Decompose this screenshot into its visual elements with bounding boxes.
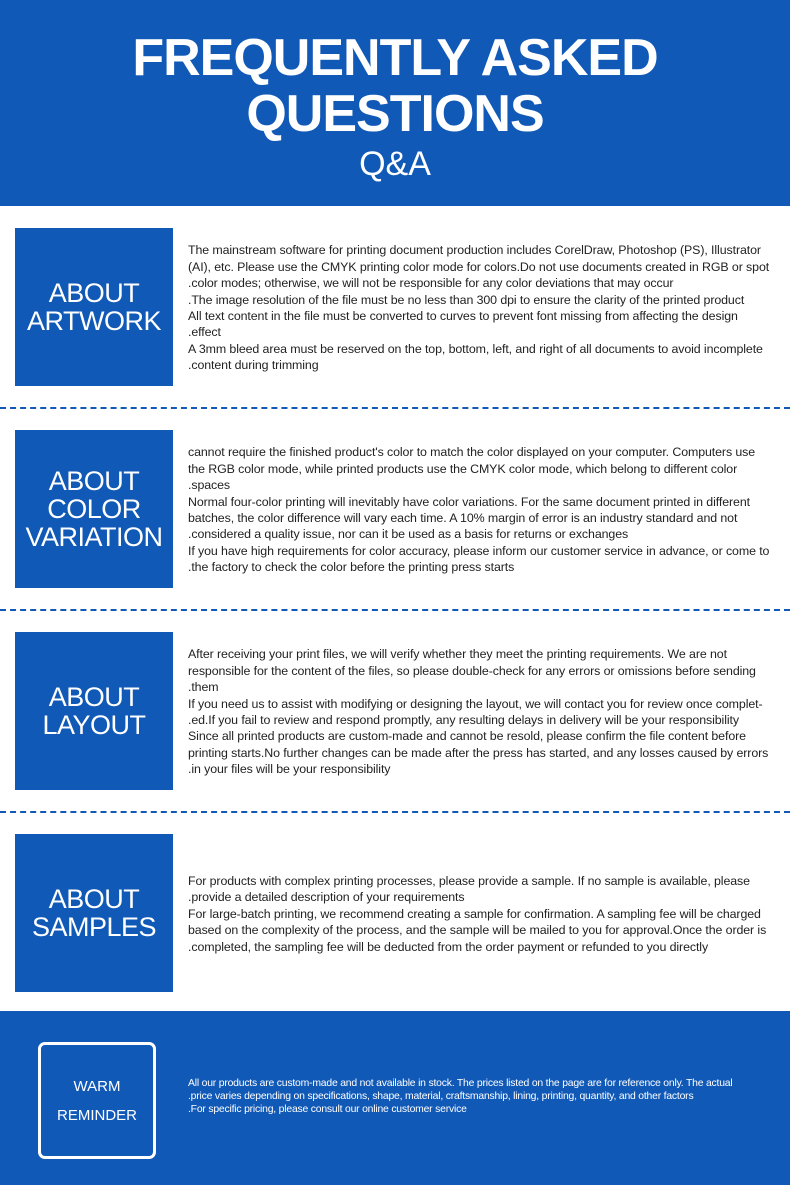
section-label-line: ABOUT xyxy=(48,466,140,496)
warm-reminder-banner xyxy=(0,1011,790,1185)
body-line: .content during trimming xyxy=(188,358,319,373)
section-label-line: ARTWORK xyxy=(26,306,161,336)
body-line: All text content in the file must be converted to curves to prevent font missing from affecting the design xyxy=(188,309,738,323)
faq-section-samples xyxy=(0,834,790,994)
body-line: .color modes; otherwise, we will not be responsible for any color deviations that may occur xyxy=(188,276,674,291)
header-banner xyxy=(0,0,790,206)
page-title xyxy=(0,0,790,142)
reminder-line: .price varies depending on specifications, shape, material, craftsmanship, lining, printing, quantity, and other factors xyxy=(188,1091,694,1102)
section-label-line: LAYOUT xyxy=(42,710,146,740)
body-line: For products with complex printing processes, please provide a sample. If no sample is available, please xyxy=(188,873,750,888)
body-line: cannot require the finished product's color to match the color displayed on your computer. Computers use xyxy=(188,445,756,460)
body-line: .in your files will be your responsibility xyxy=(188,762,391,777)
section-body xyxy=(188,430,776,590)
body-line: the RGB color mode, while printed products use the CMYK color mode, which belong to different color xyxy=(188,461,738,476)
section-label-box xyxy=(15,632,173,790)
body-line: .the factory to check the color before the printing press starts xyxy=(188,560,515,575)
section-label-box xyxy=(15,834,173,992)
section-body xyxy=(188,632,776,792)
body-line: responsible for the content of the files, so please double-check for any errors or omissions before sending xyxy=(188,663,756,678)
section-label-line: ABOUT xyxy=(48,278,140,308)
body-line: .them xyxy=(188,680,219,695)
body-line: A 3mm bleed area must be reserved on the top, bottom, left, and right of all documents to avoid incomplete xyxy=(188,341,763,356)
body-line: The mainstream software for printing document production includes CorelDraw, Photoshop (PS), Illustrator xyxy=(188,243,761,258)
faq-section-layout xyxy=(0,632,790,792)
body-line: For large-batch printing, we recommend creating a sample for confirmation. A sampling fee will be charged xyxy=(188,906,761,921)
section-body xyxy=(188,834,776,994)
body-line: .provide a detailed description of your requirements xyxy=(188,890,465,905)
body-line: .effect xyxy=(188,325,221,340)
faq-section-artwork xyxy=(0,228,790,388)
section-label-box xyxy=(15,430,173,588)
body-line: Normal four-color printing will inevitably have color variations. For the same document printed in different xyxy=(188,494,750,509)
title-line: QUESTIONS xyxy=(246,85,544,143)
body-line: .spaces xyxy=(188,478,231,493)
section-label-box xyxy=(15,228,173,386)
section-label-line: VARIATION xyxy=(25,522,163,552)
reminder-text xyxy=(188,1077,776,1116)
section-label-line: ABOUT xyxy=(48,884,140,914)
reminder-label-box xyxy=(38,1042,156,1159)
title-line: FREQUENTLY ASKED xyxy=(132,29,658,87)
body-line: based on the complexity of the process, and the sample will be mailed to you for approval.Once the order is xyxy=(188,923,767,938)
body-line: If you need us to assist with modifying or designing the layout, we will contact you for review once complet- xyxy=(188,696,763,711)
body-line: If you have high requirements for color accuracy, please inform our customer service in advance, or come to xyxy=(188,543,770,558)
body-line: (AI), etc. Please use the CMYK printing color mode for colors.Do not use documents created in RGB or spot xyxy=(188,259,770,274)
reminder-label-line: REMINDER xyxy=(56,1106,137,1124)
body-line: printing starts.No further changes can be made after the press has started, and any losses caused by errors xyxy=(188,745,769,760)
reminder-line: All our products are custom-made and not available in stock. The prices listed on the page are for reference only. The actual xyxy=(188,1078,733,1089)
reminder-label-line: WARM xyxy=(73,1077,121,1095)
body-line: batches, the color difference will vary each time. A 10% margin of error is an industry standard and not xyxy=(188,511,738,525)
body-line: Since all printed products are custom-made and cannot be resold, please confirm the file content before xyxy=(188,729,746,744)
dashed-divider xyxy=(0,407,790,409)
section-label-line: COLOR xyxy=(47,494,141,524)
body-line: .considered a quality issue, nor can it be used as a basis for returns or exchanges xyxy=(188,527,629,542)
page-subtitle: Q&A xyxy=(359,145,431,183)
section-label-line: SAMPLES xyxy=(31,912,157,942)
dashed-divider xyxy=(0,609,790,611)
body-line: .ed.If you fail to review and respond promptly, any resulting delays in delivery will be your responsibility xyxy=(188,713,739,727)
body-line: .completed, the sampling fee will be deducted from the order payment or refunded to you directly xyxy=(188,939,709,954)
reminder-line: .For specific pricing, please consult our online customer service xyxy=(188,1104,467,1115)
body-line: After receiving your print files, we will verify whether they meet the printing requirements. We are not xyxy=(188,647,727,662)
section-label-line: ABOUT xyxy=(48,682,140,712)
dashed-divider xyxy=(0,811,790,813)
faq-section-color-variation xyxy=(0,430,790,590)
section-body xyxy=(188,228,776,388)
body-line: .The image resolution of the file must be no less than 300 dpi to ensure the clarity of the printed product xyxy=(188,292,745,307)
